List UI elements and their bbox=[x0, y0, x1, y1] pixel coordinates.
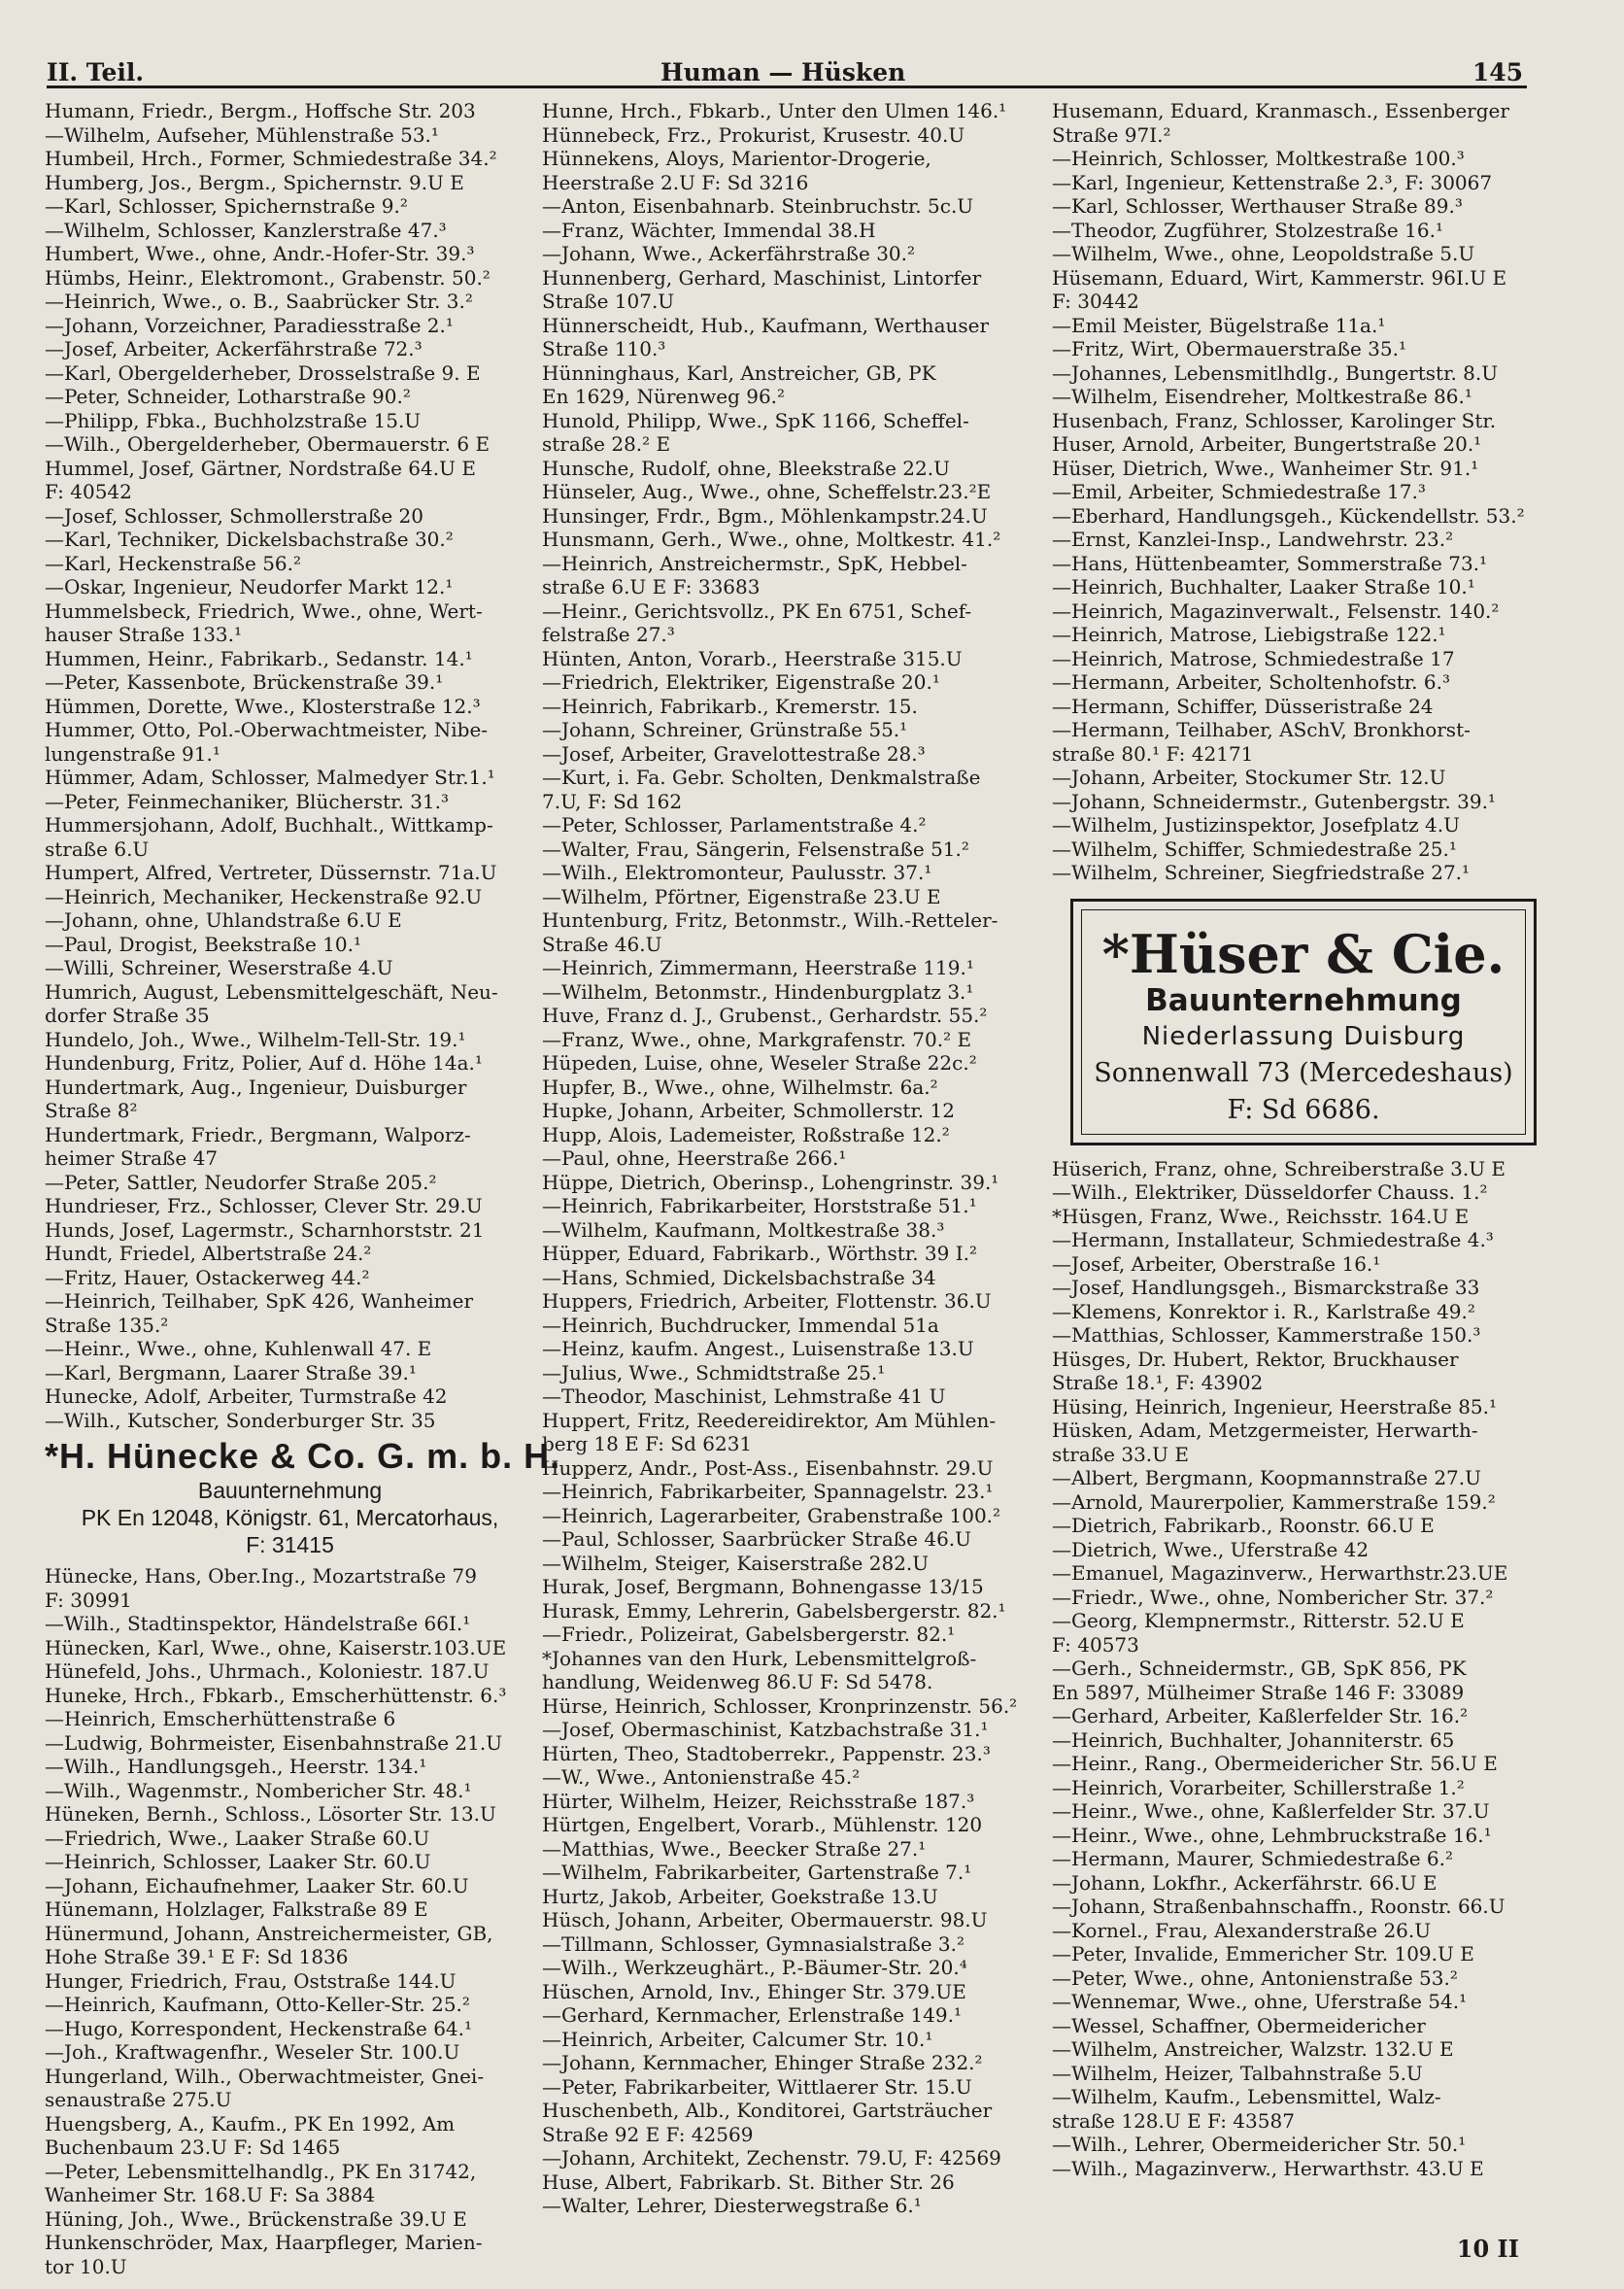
directory-entry: tor 10.U bbox=[45, 2254, 127, 2278]
directory-entry: —Julius, Wwe., Schmidtstraße 25.¹ bbox=[542, 1360, 886, 1384]
directory-entry: —Wilh., Elektromonteur, Paulusstr. 37.¹ bbox=[542, 861, 932, 884]
directory-entry: —Johann, Wwe., Ackerfährstraße 30.² bbox=[542, 242, 916, 265]
directory-entry: —Heinrich, Fabrikarbeiter, Spannagelstr. 23.¹ bbox=[542, 1480, 994, 1503]
directory-entry: Hüsch, Johann, Arbeiter, Obermauerstr. 98.U bbox=[542, 1908, 988, 1931]
directory-entry: Hüsges, Dr. Hubert, Rektor, Bruckhauser bbox=[1052, 1347, 1459, 1371]
directory-entry: Hüpeden, Luise, ohne, Weseler Straße 22c.² bbox=[542, 1051, 977, 1075]
directory-entry: straße 6.U bbox=[45, 837, 150, 861]
directory-entry: Hundertmark, Friedr., Bergmann, Walporz- bbox=[45, 1122, 471, 1146]
directory-entry: Straße 107.U bbox=[542, 290, 675, 313]
directory-entry: Hümmen, Dorette, Wwe., Klosterstraße 12.³ bbox=[45, 694, 481, 718]
directory-entry: Hohe Straße 39.¹ E F: Sd 1836 bbox=[45, 1945, 349, 1968]
directory-entry: Hunnenberg, Gerhard, Maschinist, Lintorfer bbox=[542, 265, 982, 290]
directory-entry: straße 128.U E F: 43587 bbox=[1052, 2108, 1295, 2133]
directory-entry: —Heinz, kaufm. Angest., Luisenstraße 13.U bbox=[542, 1337, 974, 1360]
directory-entry: Hürter, Wilhelm, Heizer, Reichsstraße 187.³ bbox=[542, 1789, 975, 1813]
directory-entry: —Hermann, Teilhaber, ASchV, Bronkhorst- bbox=[1052, 718, 1471, 741]
directory-entry: Hurak, Josef, Bergmann, Bohnengasse 13/15 bbox=[542, 1575, 984, 1598]
directory-entry: —Peter, Sattler, Neudorfer Straße 205.² bbox=[45, 1170, 437, 1194]
ad-phone: F: 31415 bbox=[246, 1532, 334, 1557]
directory-entry: —Wilhelm, Schreiner, Siegfriedstraße 27.¹ bbox=[1052, 861, 1471, 884]
directory-entry: Huneke, Hrch., Fbkarb., Emscherhüttenstr. 6.³ bbox=[45, 1683, 507, 1707]
directory-entry: —Gerh., Schneidermstr., GB, SpK 856, PK bbox=[1052, 1657, 1467, 1680]
directory-entry: Hünninghaus, Karl, Anstreicher, GB, PK bbox=[542, 360, 936, 385]
directory-entry: —Hermann, Arbeiter, Scholtenhofstr. 6.³ bbox=[1052, 670, 1450, 694]
directory-entry: —Heinrich, Anstreichermstr., SpK, Hebbel- bbox=[542, 551, 967, 575]
directory-entry: —Karl, Bergmann, Laarer Straße 39.¹ bbox=[45, 1360, 417, 1384]
directory-entry: Hunsmann, Gerh., Wwe., ohne, Moltkestr. 41.² bbox=[542, 528, 1001, 551]
directory-entry: Hupperz, Andr., Post-Ass., Eisenbahnstr. 29.U bbox=[542, 1455, 994, 1480]
directory-entry: —Heinrich, Buchhalter, Laaker Straße 10.¹ bbox=[1052, 575, 1475, 598]
directory-entry: Hüsemann, Eduard, Wirt, Kammerstr. 96I.U E bbox=[1052, 265, 1507, 290]
directory-entry: —Emil, Arbeiter, Schmiedestraße 17.³ bbox=[1052, 480, 1426, 503]
directory-entry: Hüppe, Dietrich, Oberinsp., Lohengrinstr. 39.¹ bbox=[542, 1170, 999, 1194]
directory-entry: —Heinrich, Schlosser, Moltkestraße 100.³ bbox=[1052, 147, 1465, 170]
directory-entry: —Karl, Heckenstraße 56.² bbox=[45, 551, 302, 575]
ad-address: PK En 12048, Königstr. 61, Mercatorhaus, bbox=[81, 1505, 499, 1530]
page-number: 145 bbox=[1472, 58, 1523, 86]
directory-entry: —Josef, Schlosser, Schmollerstraße 20 bbox=[45, 503, 423, 528]
directory-entry: Straße 8² bbox=[45, 1099, 138, 1122]
directory-entry: —Josef, Obermaschinist, Katzbachstraße 31.¹ bbox=[542, 1718, 989, 1741]
directory-entry: —Heinr., Wwe., ohne, Lehmbruckstraße 16.¹ bbox=[1052, 1823, 1492, 1847]
hunecke-advertisement bbox=[45, 1436, 561, 1558]
directory-entry: Hünseler, Aug., Wwe., ohne, Scheffelstr.23.²E bbox=[542, 480, 992, 503]
directory-entry: —Hugo, Korrespondent, Heckenstraße 64.¹ bbox=[45, 2016, 473, 2040]
directory-entry: Hüneken, Bernh., Schloss., Lösorter Str. 13.U bbox=[45, 1802, 496, 1826]
directory-entry: —Wilhelm, Fabrikarbeiter, Gartenstraße 7.¹ bbox=[542, 1861, 972, 1884]
directory-entry: —Heinr., Wwe., ohne, Kuhlenwall 47. E bbox=[45, 1337, 432, 1360]
directory-entry: Straße 135.² bbox=[45, 1313, 169, 1337]
directory-entry: Hüsken, Adam, Metzgermeister, Herwarth- bbox=[1052, 1418, 1478, 1442]
directory-entry: —Theodor, Zugführer, Stolzestraße 16.¹ bbox=[1052, 218, 1443, 242]
directory-entry: Hunkenschröder, Max, Haarpfleger, Marien- bbox=[45, 2231, 483, 2254]
directory-entry: —Wilh., Kutscher, Sonderburger Str. 35 bbox=[45, 1408, 436, 1432]
part-label: II. Teil. bbox=[47, 58, 145, 86]
directory-entry: Buchenbaum 23.U F: Sd 1465 bbox=[45, 2135, 341, 2159]
directory-entry: —Klemens, Konrektor i. R., Karlstraße 49.² bbox=[1052, 1299, 1475, 1323]
directory-entry: —Heinr., Rang., Obermeidericher Str. 56.U E bbox=[1052, 1752, 1498, 1775]
directory-entry: Hünermund, Johann, Anstreichermeister, GB, bbox=[45, 1921, 493, 1945]
directory-entry: Straße 18.¹, F: 43902 bbox=[1052, 1371, 1264, 1394]
ad-inner-border bbox=[1081, 909, 1526, 1135]
directory-entry: —Hermann, Installateur, Schmiedestraße 4.³ bbox=[1052, 1228, 1494, 1251]
directory-entry: —Georg, Klempnermstr., Ritterstr. 52.U E bbox=[1052, 1609, 1465, 1632]
directory-entry: —Oskar, Ingenieur, Neudorfer Markt 12.¹ bbox=[45, 575, 454, 598]
directory-entry: —Friedr., Polizeirat, Gabelsbergerstr. 82.¹ bbox=[542, 1623, 956, 1646]
directory-entry: straße 28.² E bbox=[542, 432, 671, 456]
column-2 bbox=[542, 99, 1052, 2218]
directory-entry: —Josef, Handlungsgeh., Bismarckstraße 33 bbox=[1052, 1276, 1480, 1299]
directory-entry: —Josef, Arbeiter, Ackerfährstraße 72.³ bbox=[45, 337, 423, 360]
directory-entry: —Wilhelm, Justizinspektor, Josefplatz 4.U bbox=[1052, 813, 1460, 837]
directory-entry: *Johannes van den Hurk, Lebensmittelgroß- bbox=[542, 1646, 977, 1670]
directory-entry: Hunger, Friedrich, Frau, Oststraße 144.U bbox=[45, 1968, 457, 1993]
directory-entry: Hunold, Philipp, Wwe., SpK 1166, Scheffel- bbox=[542, 408, 969, 432]
directory-entry: —Peter, Schneider, Lotharstraße 90.² bbox=[45, 385, 411, 408]
ad-address: Sonnenwall 73 (Mercedeshaus) bbox=[1094, 1058, 1513, 1088]
hueser-advertisement bbox=[1070, 899, 1537, 1145]
directory-entry: F: 30991 bbox=[45, 1588, 132, 1612]
directory-entry: —Theodor, Maschinist, Lehmstraße 41 U bbox=[542, 1384, 946, 1408]
directory-entry: —Wilhelm, Schlosser, Kanzlerstraße 47.³ bbox=[45, 218, 447, 242]
directory-entry: Hürten, Theo, Stadtoberrekr., Pappenstr. 23.³ bbox=[542, 1741, 991, 1765]
directory-entry: —Friedr., Wwe., ohne, Nombericher Str. 37.² bbox=[1052, 1585, 1494, 1609]
directory-entry: —Heinrich, Buchhalter, Johanniterstr. 65 bbox=[1052, 1727, 1455, 1752]
directory-entry: —Johann, ohne, Uhlandstraße 6.U E bbox=[45, 908, 402, 932]
directory-entry: —Tillmann, Schlosser, Gymnasialstraße 3.² bbox=[542, 1931, 965, 1956]
directory-entry: Hünecken, Karl, Wwe., ohne, Kaiserstr.103.UE bbox=[45, 1635, 507, 1659]
directory-entry: —Wilhelm, Betonmstr., Hindenburgplatz 3.¹ bbox=[542, 979, 974, 1004]
directory-entry: senaustraße 275.U bbox=[45, 2088, 232, 2111]
directory-entry: —Johann, Lokfhr., Ackerfährstr. 66.U E bbox=[1052, 1870, 1438, 1895]
directory-entry: —Joh., Kraftwagenfhr., Weseler Str. 100.U bbox=[45, 2040, 460, 2064]
directory-entry: Hurask, Emmy, Lehrerin, Gabelsbergerstr. 82.¹ bbox=[542, 1598, 1006, 1623]
header-rule bbox=[47, 85, 1527, 88]
directory-entry: Hürtgen, Engelbert, Vorarb., Mühlenstr. 120 bbox=[542, 1813, 983, 1836]
directory-entry: Hünemann, Holzlager, Falkstraße 89 E bbox=[45, 1897, 428, 1921]
directory-entry: Hummel, Josef, Gärtner, Nordstraße 64.U E bbox=[45, 456, 476, 480]
directory-entry: Hunsinger, Frdr., Bgm., Möhlenkampstr.24.U bbox=[542, 503, 988, 528]
directory-entry: —Fritz, Hauer, Ostackerweg 44.² bbox=[45, 1265, 370, 1289]
directory-entry: —Heinrich, Emscherhüttenstraße 6 bbox=[45, 1707, 396, 1730]
directory-entry: —Peter, Lebensmittelhandlg., PK En 31742, bbox=[45, 2159, 477, 2183]
directory-entry: —Josef, Arbeiter, Gravelottestraße 28.³ bbox=[542, 741, 926, 766]
directory-entry: Wanheimer Str. 168.U F: Sa 3884 bbox=[45, 2183, 376, 2206]
directory-entry: —Johann, Straßenbahnschaffn., Roonstr. 66.U bbox=[1052, 1895, 1506, 1918]
directory-entry: En 1629, Nürenweg 96.² bbox=[542, 385, 786, 408]
directory-entry: —Peter, Wwe., ohne, Antonienstraße 53.² bbox=[1052, 1965, 1458, 1990]
directory-entry: —Wilh., Wagenmstr., Nombericher Str. 48.¹ bbox=[45, 1778, 472, 1802]
directory-entry: straße 80.¹ F: 42171 bbox=[1052, 741, 1254, 766]
directory-entry: —Hermann, Schiffer, Düsseristraße 24 bbox=[1052, 694, 1434, 718]
directory-entry: —Wilhelm, Kaufmann, Moltkestraße 38.³ bbox=[542, 1217, 945, 1242]
directory-entry: Huse, Albert, Fabrikarb. St. Bither Str. 26 bbox=[542, 2169, 955, 2194]
directory-entry: Hummer, Otto, Pol.-Oberwachtmeister, Nibe- bbox=[45, 718, 489, 741]
directory-entry: —Dietrich, Wwe., Uferstraße 42 bbox=[1052, 1537, 1370, 1561]
ad-branch: Niederlassung Duisburg bbox=[1141, 1022, 1466, 1051]
directory-entry: —Fritz, Wirt, Obermauerstraße 35.¹ bbox=[1052, 337, 1406, 360]
directory-entry: —Johannes, Lebensmitlhdlg., Bungertstr. 8.U bbox=[1052, 360, 1499, 385]
directory-entry: —Heinrich, Teilhaber, SpK 426, Wanheimer bbox=[45, 1289, 474, 1313]
directory-entry: —Eberhard, Handlungsgeh., Kückendellstr. 53.² bbox=[1052, 503, 1525, 528]
directory-entry: Hunecke, Adolf, Arbeiter, Turmstraße 42 bbox=[45, 1384, 448, 1408]
directory-entry: —Gerhard, Kernmacher, Erlenstraße 149.¹ bbox=[542, 2003, 962, 2027]
directory-entry: —Peter, Schlosser, Parlamentstraße 4.² bbox=[542, 813, 927, 837]
directory-entry: Hünnerscheidt, Hub., Kaufmann, Werthauser bbox=[542, 313, 990, 337]
directory-entry: Humberg, Jos., Bergm., Spichernstr. 9.U E bbox=[45, 170, 464, 194]
directory-entry: —Ernst, Kanzlei-Insp., Landwehrstr. 23.² bbox=[1052, 528, 1454, 551]
directory-entry: —Paul, ohne, Heerstraße 266.¹ bbox=[542, 1146, 847, 1170]
directory-entry: —Karl, Ingenieur, Kettenstraße 2.³, F: 30067 bbox=[1052, 170, 1493, 194]
directory-entry: dorfer Straße 35 bbox=[45, 1004, 210, 1027]
directory-entry: straße 33.U E bbox=[1052, 1442, 1189, 1466]
directory-entry: *Hüsgen, Franz, Wwe., Reichsstr. 164.U E bbox=[1052, 1204, 1470, 1228]
directory-entry: —Heinr., Wwe., ohne, Kaßlerfelder Str. 37.U bbox=[1052, 1799, 1490, 1823]
directory-entry: Hümbs, Heinr., Elektromont., Grabenstr. 50.² bbox=[45, 265, 491, 290]
sheet-signature: 10 II bbox=[1456, 2235, 1519, 2263]
directory-entry: Hunne, Hrch., Fbkarb., Unter den Ulmen 146.¹ bbox=[542, 99, 1007, 122]
directory-entry: —Wennemar, Wwe., ohne, Uferstraße 54.¹ bbox=[1052, 1990, 1468, 2013]
directory-entry: —Paul, Schlosser, Saarbrücker Straße 46.U bbox=[542, 1527, 972, 1551]
directory-entry: Huppert, Fritz, Reedereidirektor, Am Mühlen- bbox=[542, 1408, 997, 1432]
directory-entry: —Peter, Feinmechaniker, Blücherstr. 31.³ bbox=[45, 789, 450, 813]
directory-entry: —Heinrich, Matrose, Schmiedestraße 17 bbox=[1052, 646, 1455, 670]
directory-entry: —Albert, Bergmann, Koopmannstraße 27.U bbox=[1052, 1466, 1481, 1489]
ad-business: Bauunternehmung bbox=[197, 1478, 383, 1503]
directory-entry: —Walter, Frau, Sängerin, Felsenstraße 51.² bbox=[542, 837, 969, 861]
directory-entry: —Karl, Techniker, Dickelsbachstraße 30.² bbox=[45, 528, 454, 551]
directory-entry: Humbert, Wwe., ohne, Andr.-Hofer-Str. 39.³ bbox=[45, 242, 475, 265]
directory-entry: —Wilhelm, Anstreicher, Walzstr. 132.U E bbox=[1052, 2037, 1454, 2061]
directory-entry: Humpert, Alfred, Vertreter, Düssernstr. 71a.U bbox=[45, 861, 497, 884]
directory-entry: —Friedrich, Wwe., Laaker Straße 60.U bbox=[45, 1826, 430, 1850]
directory-entry: —Wilhelm, Eisendreher, Moltkestraße 86.¹ bbox=[1052, 385, 1472, 408]
directory-entry: —Peter, Invalide, Emmericher Str. 109.U E bbox=[1052, 1942, 1474, 1965]
directory-entry: Hupke, Johann, Arbeiter, Schmollerstr. 12 bbox=[542, 1099, 955, 1122]
directory-entry: —Wilhelm, Kaufm., Lebensmittel, Walz- bbox=[1052, 2085, 1441, 2108]
directory-entry: —Heinrich, Wwe., o. B., Saabrücker Str. 3.² bbox=[45, 290, 473, 313]
directory-entry: —Heinrich, Schlosser, Laaker Str. 60.U bbox=[45, 1850, 431, 1873]
directory-entry: —Peter, Fabrikarbeiter, Wittlaerer Str. 15.U bbox=[542, 2074, 972, 2099]
directory-entry: —Wilhelm, Pförtner, Eigenstraße 23.U E bbox=[542, 884, 941, 908]
directory-entry: Hümmer, Adam, Schlosser, Malmedyer Str.1.¹ bbox=[45, 766, 495, 789]
directory-entry: —Gerhard, Arbeiter, Kaßlerfelder Str. 16.² bbox=[1052, 1704, 1469, 1727]
directory-entry: —Wilhelm, Schiffer, Schmiedestraße 25.¹ bbox=[1052, 837, 1457, 861]
directory-entry: —Dietrich, Fabrikarb., Roonstr. 66.U E bbox=[1052, 1514, 1435, 1537]
directory-entry: felstraße 27.³ bbox=[542, 623, 675, 646]
directory-entry: Hundelo, Joh., Wwe., Wilhelm-Tell-Str. 19.¹ bbox=[45, 1027, 466, 1051]
directory-entry: Hupp, Alois, Lademeister, Roßstraße 12.² bbox=[542, 1122, 950, 1146]
directory-entry: —Anton, Eisenbahnarb. Steinbruchstr. 5c.U bbox=[542, 194, 974, 218]
directory-entry: straße 6.U E F: 33683 bbox=[542, 575, 761, 598]
directory-entry: handlung, Weidenweg 86.U F: Sd 5478. bbox=[542, 1670, 933, 1693]
directory-entry: —Emanuel, Magazinverw., Herwarthstr.23.UE bbox=[1052, 1561, 1508, 1585]
directory-entry: —Wilhelm, Steiger, Kaiserstraße 282.U bbox=[542, 1551, 930, 1575]
directory-entry: Straße 97I.² bbox=[1052, 122, 1171, 147]
directory-entry: Hünefeld, Johs., Uhrmach., Koloniestr. 187.U bbox=[45, 1659, 490, 1683]
directory-entry: Huve, Franz d. J., Grubenst., Gerhardstr. 55.² bbox=[542, 1004, 988, 1027]
ad-company-name: *H. Hünecke & Co. G. m. b. H. bbox=[45, 1436, 561, 1476]
directory-entry: Husemann, Eduard, Kranmasch., Essenberger bbox=[1052, 99, 1509, 122]
directory-entry: —Josef, Arbeiter, Oberstraße 16.¹ bbox=[1052, 1251, 1381, 1276]
directory-entry: Heerstraße 2.U F: Sd 3216 bbox=[542, 170, 809, 194]
running-head: Human — Hüsken bbox=[660, 58, 906, 86]
directory-entry: —Matthias, Schlosser, Kammerstraße 150.³ bbox=[1052, 1323, 1481, 1347]
directory-entry: —Heinrich, Kaufmann, Otto-Keller-Str. 25.² bbox=[45, 1993, 470, 2016]
directory-entry: Humann, Friedr., Bergm., Hoffsche Str. 203 bbox=[45, 99, 476, 122]
directory-entry: Hunsche, Rudolf, ohne, Bleekstraße 22.U bbox=[542, 456, 950, 480]
directory-entry: —Johann, Vorzeichner, Paradiesstraße 2.¹ bbox=[45, 313, 454, 337]
directory-entry: Hüpper, Eduard, Fabrikarb., Wörthstr. 39 I.² bbox=[542, 1242, 977, 1265]
directory-entry: Straße 46.U bbox=[542, 932, 662, 956]
directory-entry: —Karl, Obergelderheber, Drosselstraße 9. E bbox=[45, 360, 481, 385]
directory-entry: —Emil Meister, Bügelstraße 11a.¹ bbox=[1052, 313, 1386, 337]
directory-entry: Huschenbeth, Alb., Konditorei, Gartsträucher bbox=[542, 2099, 993, 2122]
directory-entry: —Heinr., Gerichtsvollz., PK En 6751, Schef- bbox=[542, 598, 972, 623]
directory-entry: Hundertmark, Aug., Ingenieur, Duisburger bbox=[45, 1075, 467, 1099]
directory-entry: Hüser, Dietrich, Wwe., Wanheimer Str. 91.¹ bbox=[1052, 456, 1479, 480]
directory-entry: Husenbach, Franz, Schlosser, Karolinger Str. bbox=[1052, 408, 1497, 432]
directory-entry: Huntenburg, Fritz, Betonmstr., Wilh.-Retteler- bbox=[542, 908, 998, 932]
directory-entry: hauser Straße 133.¹ bbox=[45, 623, 243, 646]
directory-entry: Hundrieser, Frz., Schlosser, Clever Str. 29.U bbox=[45, 1194, 483, 1217]
directory-entry: —Johann, Kernmacher, Ehinger Straße 232.² bbox=[542, 2051, 983, 2074]
directory-entry: En 5897, Mülheimer Straße 146 F: 33089 bbox=[1052, 1680, 1465, 1704]
directory-entry: Hüserich, Franz, ohne, Schreiberstraße 3.U E bbox=[1052, 1156, 1506, 1180]
ad-business: Bauunternehmung bbox=[1145, 983, 1462, 1018]
directory-entry: —Johann, Architekt, Zechenstr. 79.U, F: 42569 bbox=[542, 2146, 1001, 2169]
directory-entry: Straße 92 E F: 42569 bbox=[542, 2122, 754, 2146]
directory-entry: berg 18 E F: Sd 6231 bbox=[542, 1432, 753, 1455]
directory-entry: —Heinrich, Arbeiter, Calcumer Str. 10.¹ bbox=[542, 2027, 933, 2051]
directory-entry: Hunds, Josef, Lagermstr., Scharnhorststr. 21 bbox=[45, 1217, 485, 1242]
directory-entry: —Wilh., Obergelderheber, Obermauerstr. 6 E bbox=[45, 432, 491, 456]
directory-entry: Hünecke, Hans, Ober.Ing., Mozartstraße 79 bbox=[45, 1564, 477, 1588]
directory-entry: 7.U, F: Sd 162 bbox=[542, 789, 683, 813]
directory-entry: —Johann, Arbeiter, Stockumer Str. 12.U bbox=[1052, 766, 1446, 789]
directory-entry: —Heinrich, Magazinverwalt., Felsenstr. 140.² bbox=[1052, 598, 1500, 623]
directory-entry: —Wilhelm, Aufseher, Mühlenstraße 53.¹ bbox=[45, 122, 439, 147]
directory-entry: —Heinrich, Zimmermann, Heerstraße 119.¹ bbox=[542, 956, 974, 979]
directory-entry: —Heinrich, Fabrikarb., Kremerstr. 15. bbox=[542, 694, 918, 718]
directory-entry: Hüsing, Heinrich, Ingenieur, Heerstraße 85.¹ bbox=[1052, 1394, 1498, 1418]
directory-entry: Hungerland, Wilh., Oberwachtmeister, Gnei- bbox=[45, 2064, 485, 2088]
directory-entry: F: 40573 bbox=[1052, 1632, 1139, 1657]
directory-entry: —Peter, Kassenbote, Brückenstraße 39.¹ bbox=[45, 670, 444, 694]
directory-entry: —Paul, Drogist, Beekstraße 10.¹ bbox=[45, 932, 361, 956]
directory-entry: Hüning, Joh., Wwe., Brückenstraße 39.U E bbox=[45, 2206, 467, 2231]
directory-entry: Straße 110.³ bbox=[542, 337, 666, 360]
directory-entry: F: 40542 bbox=[45, 480, 132, 503]
directory-entry: —Karl, Schlosser, Werthauser Straße 89.³ bbox=[1052, 194, 1463, 218]
directory-entry: —Kurt, i. Fa. Gebr. Scholten, Denkmalstraße bbox=[542, 766, 981, 789]
directory-entry: Hurtz, Jakob, Arbeiter, Goekstraße 13.U bbox=[542, 1884, 938, 1908]
directory-entry: —Karl, Schlosser, Spichernstraße 9.² bbox=[45, 194, 408, 218]
column-1 bbox=[45, 99, 561, 2278]
directory-entry: —Heinrich, Buchdrucker, Immendal 51a bbox=[542, 1313, 939, 1337]
directory-entry: —Ludwig, Bohrmeister, Eisenbahnstraße 21.U bbox=[45, 1730, 503, 1755]
directory-entry: —Johann, Schreiner, Grünstraße 55.¹ bbox=[542, 718, 908, 741]
directory-entry: —Franz, Wächter, Immendal 38.H bbox=[542, 218, 876, 242]
directory-entry: —Wilh., Magazinverw., Herwarthstr. 43.U E bbox=[1052, 2156, 1484, 2180]
directory-entry: lungenstraße 91.¹ bbox=[45, 741, 220, 766]
directory-entry: —Franz, Wwe., ohne, Markgrafenstr. 70.² E bbox=[542, 1027, 972, 1051]
directory-entry: —Kornel., Frau, Alexanderstraße 26.U bbox=[1052, 1918, 1432, 1942]
directory-entry: Huppers, Friedrich, Arbeiter, Flottenstr. 36.U bbox=[542, 1289, 992, 1313]
directory-entry: Hundenburg, Fritz, Polier, Auf d. Höhe 14a.¹ bbox=[45, 1051, 483, 1075]
directory-entry: —Philipp, Fbka., Buchholzstraße 15.U bbox=[45, 408, 422, 432]
directory-entry: —Heinrich, Fabrikarbeiter, Horststraße 51.¹ bbox=[542, 1194, 977, 1217]
directory-entry: —Friedrich, Elektriker, Eigenstraße 20.¹ bbox=[542, 670, 940, 694]
directory-entry: —Wilh., Werkzeughärt., P.-Bäumer-Str. 20.⁴ bbox=[542, 1956, 967, 1979]
directory-entry: —Walter, Lehrer, Diesterwegstraße 6.¹ bbox=[542, 2194, 922, 2217]
directory-entry: —Wilh., Stadtinspektor, Händelstraße 66I.¹ bbox=[45, 1612, 471, 1635]
directory-entry: Huengsberg, A., Kaufm., PK En 1992, Am bbox=[45, 2111, 456, 2135]
directory-entry: —Heinrich, Matrose, Liebigstraße 122.¹ bbox=[1052, 623, 1446, 646]
directory-entry: Hünten, Anton, Vorarb., Heerstraße 315.U bbox=[542, 646, 963, 670]
directory-entry: Hürse, Heinrich, Schlosser, Kronprinzenstr. 56.² bbox=[542, 1693, 1018, 1718]
directory-entry: —Wessel, Schaffner, Obermeidericher bbox=[1052, 2013, 1426, 2037]
directory-entry: —Johann, Eichaufnehmer, Laaker Str. 60.U bbox=[45, 1873, 469, 1897]
directory-entry: —Wilh., Handlungsgeh., Heerstr. 134.¹ bbox=[45, 1755, 427, 1778]
directory-entry: Hünnekens, Aloys, Marientor-Drogerie, bbox=[542, 147, 931, 170]
directory-entry: —Hans, Schmied, Dickelsbachstraße 34 bbox=[542, 1265, 936, 1289]
directory-entry: —Wilhelm, Wwe., ohne, Leopoldstraße 5.U bbox=[1052, 242, 1475, 265]
directory-entry: —Wilh., Elektriker, Düsseldorfer Chauss. 1.² bbox=[1052, 1180, 1488, 1204]
directory-entry: F: 30442 bbox=[1052, 290, 1139, 313]
directory-entry: Hummen, Heinr., Fabrikarb., Sedanstr. 14.¹ bbox=[45, 646, 473, 670]
directory-entry: Huser, Arnold, Arbeiter, Bungertstraße 20.¹ bbox=[1052, 432, 1482, 456]
directory-entry: —Matthias, Wwe., Beecker Straße 27.¹ bbox=[542, 1836, 927, 1861]
directory-entry: Hünnebeck, Frz., Prokurist, Krusestr. 40.U bbox=[542, 122, 965, 147]
directory-entry: Hüschen, Arnold, Inv., Ehinger Str. 379.UE bbox=[542, 1979, 966, 2003]
directory-entry: —W., Wwe., Antonienstraße 45.² bbox=[542, 1765, 861, 1789]
directory-entry: —Heinrich, Lagerarbeiter, Grabenstraße 100.² bbox=[542, 1503, 1001, 1527]
directory-entry: Hummersjohann, Adolf, Buchhalt., Wittkamp- bbox=[45, 813, 493, 837]
ad-phone: F: Sd 6686. bbox=[1227, 1095, 1380, 1125]
directory-entry: —Heinrich, Vorarbeiter, Schillerstraße 1.² bbox=[1052, 1775, 1465, 1799]
directory-entry: Humbeil, Hrch., Former, Schmiedestraße 34.² bbox=[45, 147, 497, 170]
directory-entry: —Hermann, Maurer, Schmiedestraße 6.² bbox=[1052, 1847, 1454, 1870]
directory-entry: —Hans, Hüttenbeamter, Sommerstraße 73.¹ bbox=[1052, 551, 1488, 575]
directory-entry: heimer Straße 47 bbox=[45, 1146, 219, 1170]
directory-entry: —Arnold, Maurerpolier, Kammerstraße 159.² bbox=[1052, 1489, 1496, 1514]
directory-entry: —Wilhelm, Heizer, Talbahnstraße 5.U bbox=[1052, 2061, 1423, 2085]
directory-entry: Hummelsbeck, Friedrich, Wwe., ohne, Wert- bbox=[45, 598, 483, 623]
directory-entry: Humrich, August, Lebensmittelgeschäft, Neu- bbox=[45, 979, 498, 1004]
directory-entry: —Johann, Schneidermstr., Gutenbergstr. 39.¹ bbox=[1052, 789, 1496, 813]
directory-entry: Hundt, Friedel, Albertstraße 24.² bbox=[45, 1242, 372, 1265]
ad-company-name: *Hüser & Cie. bbox=[1101, 923, 1506, 985]
directory-entry: Hupfer, B., Wwe., ohne, Wilhelmstr. 6a.² bbox=[542, 1075, 938, 1099]
directory-entry: —Wilh., Lehrer, Obermeidericher Str. 50.¹ bbox=[1052, 2133, 1467, 2156]
directory-entry: —Willi, Schreiner, Weserstraße 4.U bbox=[45, 956, 393, 979]
directory-entry: —Heinrich, Mechaniker, Heckenstraße 92.U bbox=[45, 884, 483, 908]
